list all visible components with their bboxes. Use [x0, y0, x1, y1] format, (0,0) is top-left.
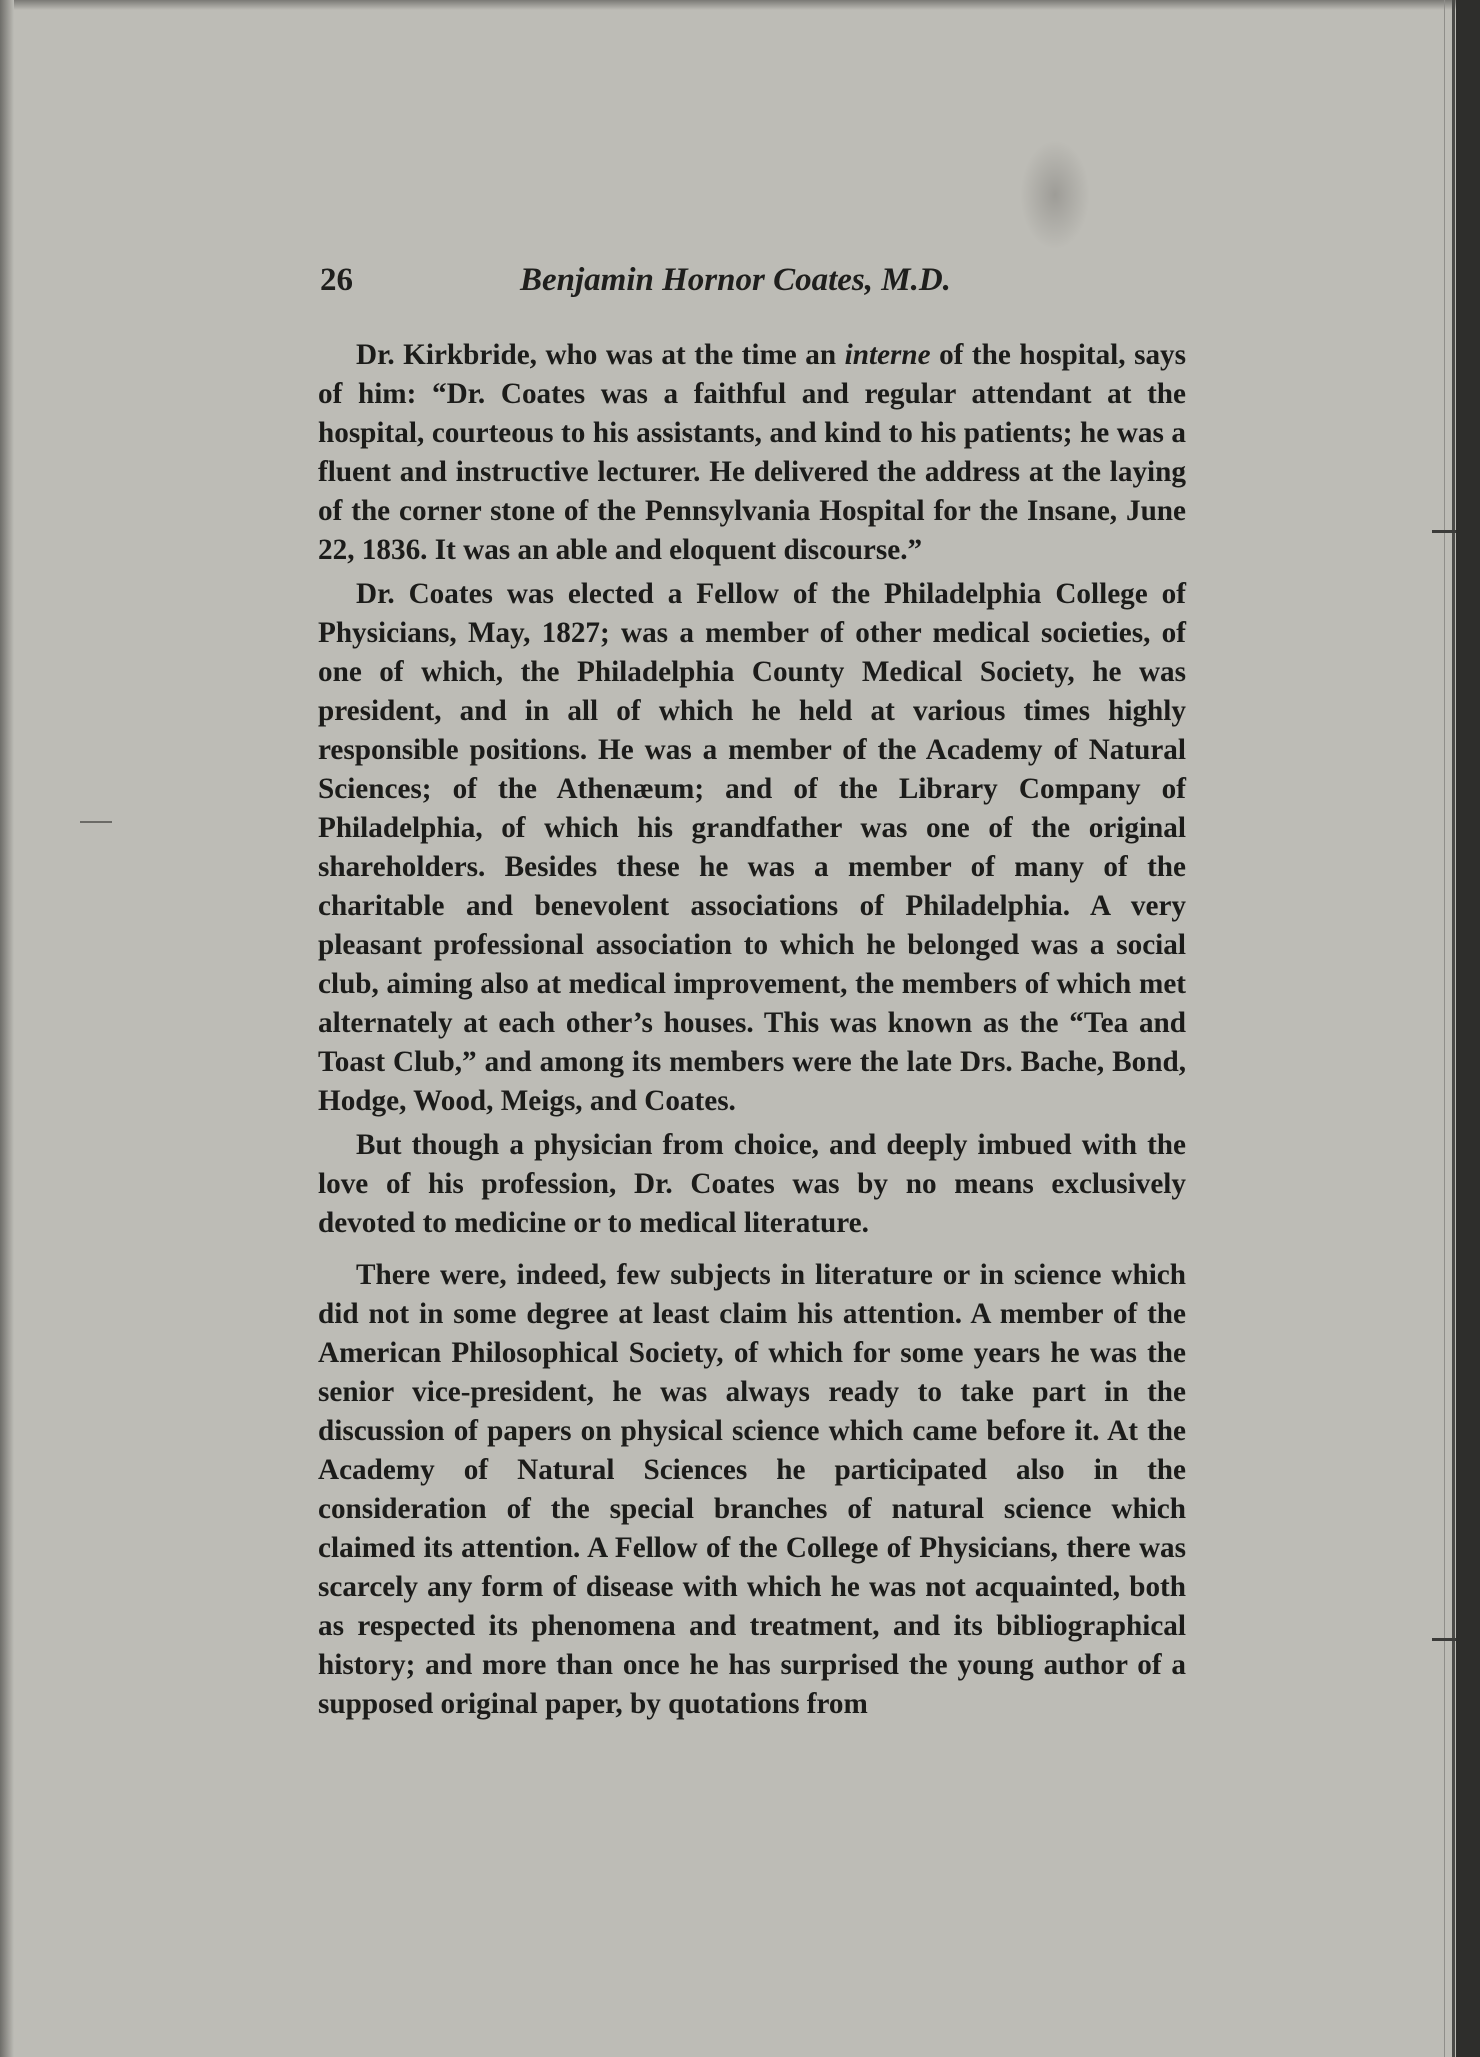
page-left-shadow — [0, 0, 14, 2057]
running-head: Benjamin Hornor Coates, M.D. — [520, 262, 951, 298]
page-number: 26 — [320, 262, 353, 298]
paragraph: But though a physician from choice, and deeply imbued with the love of his profession, Dr. Coates was by no means exclusively devoted to medicine or to medical literature. — [318, 1129, 1186, 1239]
paragraph: There were, indeed, few subjects in literature or in science which did not in some degree at least claim his attention. A member of the American Philosophical Society, of which for some years he was the senior vice-president, he was always ready to take part in the discussion of papers on physical science which came before it. At the Academy of Natural Sciences he participated also in the consideration of the special branches of natural science which claimed its attention. A Fellow of the College of Physicians, there was scarcely any form of disease with which he was not acquainted, both as respected its phenomena and treatment, and its bibliographical history; and more than once he has surprised the young author of a supposed original paper, by quotations from — [318, 1259, 1186, 1720]
page-header — [320, 262, 1190, 312]
italic-term: interne — [844, 339, 931, 371]
scan-edge — [1456, 0, 1480, 2057]
page-fold-line — [1444, 0, 1445, 2057]
paragraph: Dr. Kirkbride, who was at the time an interne of the hospital, says of him: “Dr. Coates was a faithful and regular attendant at the hospital, courteous to his assistants, and kind to his patients; he was a fluent and instructive lecturer. He delivered the address at the laying of the corner stone of the Pennsylvania Hospital for the Insane, June 22, 1836. It was an able and eloquent discourse.” — [318, 339, 1187, 566]
page-top-shadow — [0, 0, 1480, 10]
page-binding-line — [1452, 0, 1455, 2057]
margin-mark — [80, 821, 112, 823]
ink-smudge — [1020, 140, 1090, 250]
body-text — [318, 336, 1186, 1729]
paragraph: Dr. Coates was elected a Fellow of the Philadelphia College of Physicians, May, 1827; was a member of other medical societies, of one of which, the Philadelphia County Medical Society, he was president, and in all of which he held at various times highly responsible positions. He was a member of the Academy of Natural Sciences; of the Athenæum; and of the Library Company of Philadelphia, of which his grandfather was one of the original shareholders. Besides these he was a member of many of the charitable and benevolent associations of Philadelphia. A very pleasant professional association to which he belonged was a social club, aiming also at medical improvement, the members of which met alternately at each other’s houses. This was known as the “Tea and Toast Club,” and among its members were the late Drs. Bache, Bond, Hodge, Wood, Meigs, and Coates. — [318, 578, 1186, 1117]
